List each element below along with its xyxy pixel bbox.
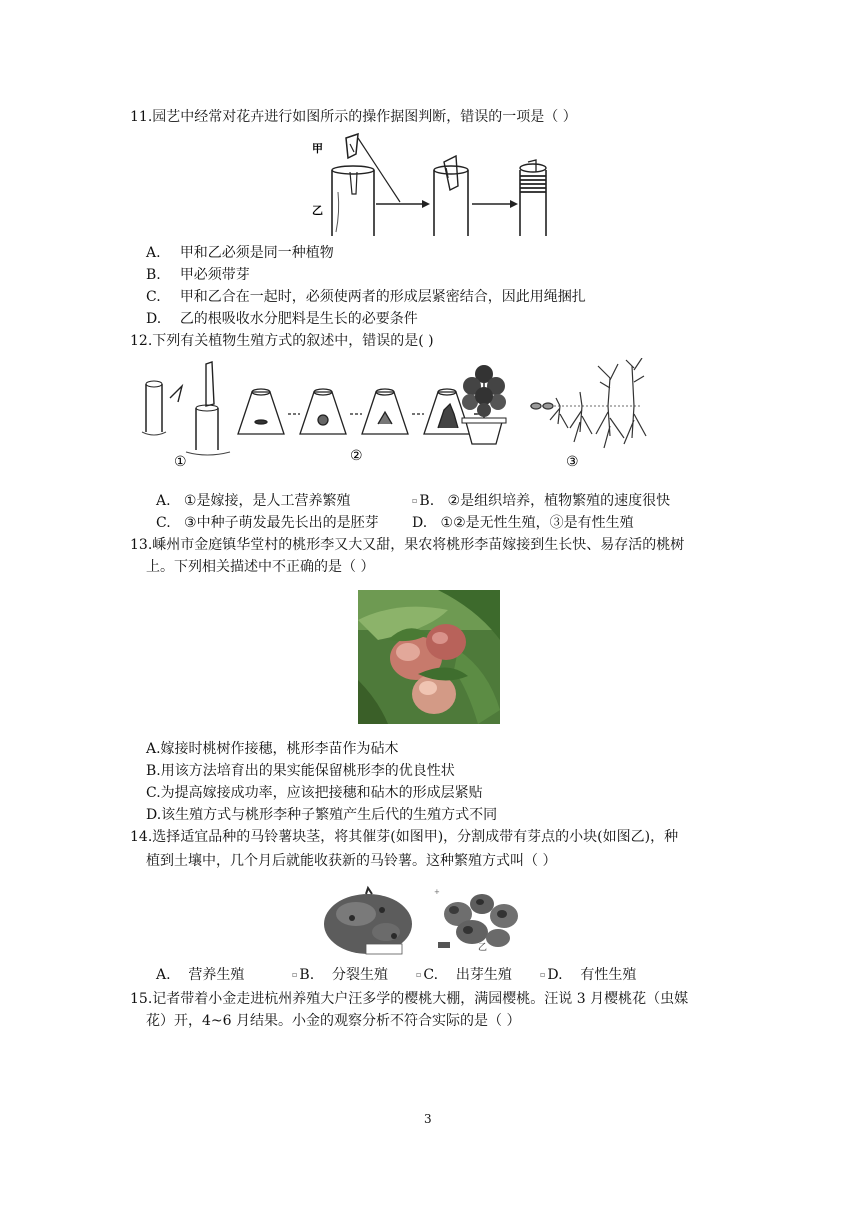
- q14-option-a: A. 营养生殖: [156, 967, 245, 983]
- q14-stem-line1: 14.选择适宜品种的马铃薯块茎，将其催芽(如图甲)，分割成带有芽点的小块(如图乙)，种: [130, 829, 679, 845]
- q13-stem-line1: 13.嵊州市金庭镇华堂村的桃形李又大又甜，果农将桃形李苗嫁接到生长快、易存活的桃树: [130, 537, 685, 553]
- q12-option-b: ▫ B. ②是组织培养，植物繁殖的速度很快: [412, 493, 671, 509]
- q12-label-3: ③: [566, 454, 579, 470]
- q14-stem-line2: 植到土壤中，几个月后就能收获新的马铃薯。这种繁殖方式叫（ ）: [146, 853, 557, 869]
- q12-option-c: C. ③中种子萌发最先长出的是胚芽: [156, 515, 379, 531]
- q11-stem: 11.园艺中经常对花卉进行如图所示的操作据图判断，错误的一项是（ ）: [130, 109, 577, 125]
- q12-grafting-drawing: [142, 362, 230, 455]
- q14-option-c: ▫ C. 出芽生殖: [416, 967, 512, 983]
- q14-label-yi: 乙: [478, 943, 488, 953]
- q12-potted-plant-drawing: [462, 365, 506, 444]
- q15-stem-line2: 花）开，4~6 月结果。小金的观察分析不符合实际的是（ ）: [146, 1013, 521, 1029]
- q11-option-d: D. 乙的根吸收水分肥料是生长的必要条件: [146, 311, 418, 327]
- q11-label-jia: 甲: [312, 142, 323, 155]
- page-number: 3: [424, 1112, 432, 1126]
- svg-text:+: +: [434, 888, 440, 896]
- q13-option-b: B.用该方法培育出的果实能保留桃形李的优良性状: [146, 763, 455, 779]
- q12-label-1: ①: [174, 454, 187, 470]
- q12-reproduction-figure: [134, 358, 654, 470]
- q14-option-b: ▫ B. 分裂生殖: [292, 967, 388, 983]
- q14-potato-figure: [322, 884, 534, 958]
- q12-option-a: A. ①是嫁接，是人工营养繁殖: [156, 493, 351, 509]
- q12-stem: 12.下列有关植物生殖方式的叙述中，错误的是( ): [130, 333, 434, 349]
- q11-option-a: A. 甲和乙必须是同一种植物: [146, 245, 334, 261]
- q11-option-c: C. 甲和乙合在一起时，必须使两者的形成层紧密结合，因此用绳捆扎: [146, 289, 586, 305]
- q12-tissue-culture-drawing: [238, 389, 484, 434]
- q12-seedling-drawing: [530, 358, 646, 448]
- q13-fruit-photo: [358, 590, 500, 724]
- q15-stem-line1: 15.记者带着小金走进杭州养殖大户汪多学的樱桃大棚，满园樱桃。汪说 3 月樱桃花（虫媒: [130, 991, 689, 1007]
- q13-option-a: A.嫁接时桃树作接穗，桃形李苗作为砧木: [146, 741, 399, 757]
- q11-option-b: B. 甲必须带芽: [146, 267, 250, 283]
- q13-option-c: C.为提高嫁接成功率，应该把接穗和砧木的形成层紧贴: [146, 785, 483, 801]
- q14-option-d: ▫ D. 有性生殖: [540, 967, 637, 983]
- q11-grafting-figure: [310, 132, 560, 236]
- q13-stem-line2: 上。下列相关描述中不正确的是（ ）: [146, 559, 375, 575]
- q13-option-d: D.该生殖方式与桃形李种子繁殖产生后代的生殖方式不同: [146, 807, 498, 823]
- q12-option-d: D. ①②是无性生殖，③是有性生殖: [412, 515, 634, 531]
- q12-label-2: ②: [350, 448, 363, 464]
- q11-label-yi: 乙: [312, 204, 323, 217]
